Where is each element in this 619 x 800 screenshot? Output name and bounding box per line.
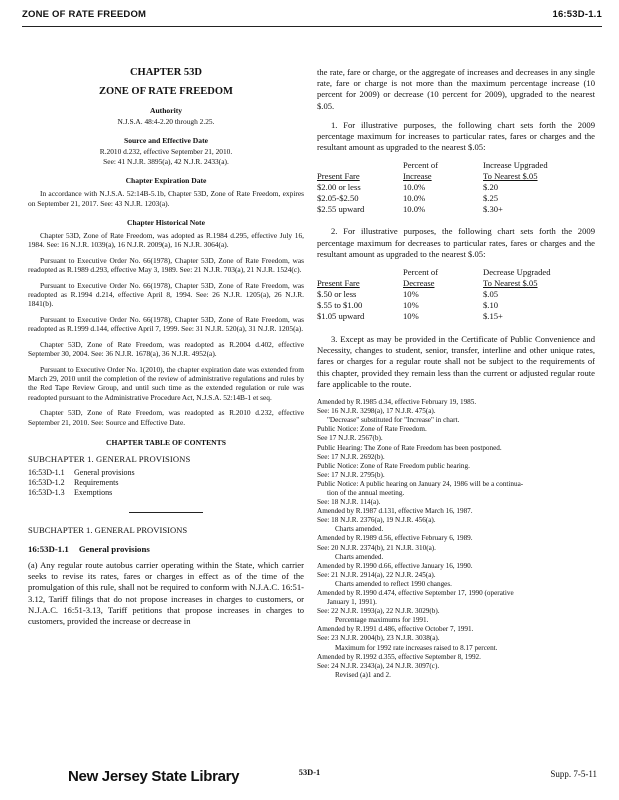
- history-line: Charts amended.: [335, 552, 384, 561]
- history-line: Percentage maximums for 1991.: [335, 616, 429, 625]
- section-divider: [129, 512, 203, 513]
- continuation-paragraph: the rate, fare or charge, or the aggregate of increases and decreases in any single rate, fare or charge is not more than the maximum percentage increase (10 percent for 2009) or decrease (10 percent for 2009), upgraded to the nearest $.05.: [317, 67, 595, 111]
- subchapter-heading: SUBCHAPTER 1. GENERAL PROVISIONS: [28, 524, 188, 535]
- history-line: Amended by R.1990 d.474, effective September 17, 1990 (operative: [317, 589, 514, 598]
- chart-cell: $.30+: [483, 204, 503, 215]
- library-logo: New Jersey State Library: [68, 768, 240, 785]
- history-line: Amended by R.1991 d.486, effective October 7, 1991.: [317, 625, 474, 634]
- history-line: See: 23 N.J.R. 2004(b), 23 N.J.R. 3038(a).: [317, 634, 440, 643]
- increase-chart: [317, 160, 595, 215]
- history-line: See 17 N.J.R. 2567(b).: [317, 434, 383, 443]
- chart-header-cell: [317, 267, 403, 278]
- chart-header-cell: Present Fare: [317, 171, 360, 182]
- chart-row: [317, 311, 595, 322]
- history-line: See: 16 N.J.R. 3298(a), 17 N.J.R. 475(a).: [317, 407, 436, 416]
- chart-header-row: [317, 160, 595, 171]
- history-line: Charts amended to reflect 1990 changes.: [335, 579, 452, 588]
- amendment-history: [317, 398, 595, 680]
- chart-cell: 10.0%: [403, 193, 426, 204]
- history-line: "Decrease" substituted for "Increase" in chart.: [327, 416, 460, 425]
- page-number: 53D-1: [298, 768, 321, 777]
- history-line: Amended by R.1987 d.131, effective March 16, 1987.: [317, 507, 473, 516]
- chart-cell: 10%: [403, 311, 419, 322]
- chart-row: [317, 204, 595, 215]
- paragraph-2: 2. For illustrative purposes, the following chart sets forth the 2009 percentage maximum for decreases to particular rates, fares or charges and the resultant amount as upgraded to the nearest $.05:: [317, 226, 595, 259]
- history-paragraph: Pursuant to Executive Order No. 66(1978), Chapter 53D, Zone of Rate Freedom, was readopted as R.1994 d.214, effective April 8, 1994. See: 26 N.J.R. 1205(a), 26 N.J.R. 1841(b).: [28, 280, 304, 309]
- authority-heading: Authority: [149, 106, 183, 115]
- history-line: Public Notice: A public hearing on January 24, 1986 will be a continua-: [317, 479, 524, 488]
- chart-row: [317, 193, 595, 204]
- toc-item-title: General provisions: [74, 467, 135, 477]
- history-line: Charts amended.: [335, 525, 384, 534]
- chart-cell: $2.00 or less: [317, 182, 361, 193]
- left-column: [28, 64, 304, 627]
- chart-cell: $.15+: [483, 311, 503, 322]
- history-line: See: 21 N.J.R. 2914(a), 22 N.J.R. 245(a).: [317, 570, 436, 579]
- chart-cell: 10.0%: [403, 182, 426, 193]
- toc-subchapter: SUBCHAPTER 1. GENERAL PROVISIONS: [28, 453, 191, 464]
- toc-list: [28, 468, 304, 498]
- source-heading: Source and Effective Date: [123, 136, 208, 146]
- right-column: [317, 67, 595, 680]
- section-number: 16:53D-1.1: [28, 543, 69, 554]
- source-line: See: 41 N.J.R. 3895(a), 42 N.J.R. 2433(a).: [103, 156, 229, 166]
- chart-row: [317, 289, 595, 300]
- chart-cell: $2.55 upward: [317, 204, 365, 215]
- history-line: tion of the annual meeting.: [327, 488, 405, 497]
- history-line: See: 24 N.J.R. 2343(a), 24 N.J.R. 3097(c).: [317, 661, 440, 670]
- running-head-title: ZONE OF RATE FREEDOM: [22, 9, 147, 20]
- history-line: January 1, 1991).: [327, 598, 377, 607]
- chart-header-cell: To Nearest $.05: [483, 171, 538, 182]
- history-line: Public Hearing: The Zone of Rate Freedom has been postponed.: [317, 443, 502, 452]
- chart-cell: $.55 to $1.00: [317, 300, 363, 311]
- history-paragraph: Pursuant to Executive Order No. 1(2010), the chapter expiration date was extended from March 29, 2010 until the completion of the review of administrative regulations and rules by the Red Tape Review Group, and until such time as the extended regulation or rule was readopted pursuant to the Administrative Procedure Act, N.J.S.A. 52:14B-1 et seq.: [28, 364, 304, 402]
- chart-cell: 10%: [403, 300, 419, 311]
- chart-cell: $1.05 upward: [317, 311, 365, 322]
- toc-item-number: 16:53D-1.1: [28, 467, 65, 477]
- history-paragraph: Chapter 53D, Zone of Rate Freedom, was adopted as R.1984 d.295, effective July 16, 1984. See: 16 N.J.R. 1039(a), 16 N.J.R. 2009(a), 16 N.J.R. 3064(a).: [28, 231, 304, 250]
- toc-heading: CHAPTER TABLE OF CONTENTS: [106, 437, 226, 447]
- history-heading: Chapter Historical Note: [127, 218, 205, 228]
- history-line: See: 18 N.J.R. 2376(a), 19 N.J.R. 456(a).: [317, 516, 436, 525]
- authority-text: N.J.S.A. 48:4-2.20 through 2.25.: [117, 117, 215, 126]
- history-line: Amended by R.1989 d.56, effective February 6, 1989.: [317, 534, 473, 543]
- chart-row: [317, 182, 595, 193]
- chapter-number: CHAPTER 53D: [129, 67, 203, 78]
- history-line: See: 18 N.J.R. 114(a).: [317, 498, 381, 507]
- section-title: General provisions: [78, 543, 150, 554]
- chart-header-cell: [317, 160, 403, 171]
- chart-row: [317, 300, 595, 311]
- toc-item: [28, 488, 304, 498]
- decrease-chart: [317, 267, 595, 322]
- header-rule: [22, 26, 602, 27]
- history-line: See: 17 N.J.R. 2795(b).: [317, 470, 385, 479]
- history-line: Public Notice: Zone of Rate Freedom.: [317, 425, 427, 434]
- history-paragraph: Chapter 53D, Zone of Rate Freedom, was readopted as R.2004 d.402, effective September 30, 2004. See: 36 N.J.R. 1678(a), 36 N.J.R. 4952(a).: [28, 339, 304, 359]
- chart-header-row: [317, 278, 595, 289]
- history-line: Public Notice: Zone of Rate Freedom public hearing.: [317, 461, 470, 470]
- history-paragraph: Pursuant to Executive Order No. 66(1978), Chapter 53D, Zone of Rate Freedom, was readopted as R.1989 d.293, effective May 3, 1989. See: 21 N.J.R. 703(a), 21 N.J.R. 1524(c).: [28, 255, 304, 275]
- history-paragraph: Chapter 53D, Zone of Rate Freedom, was readopted as R.2010 d.232, effective September 21, 2010. See: Source and Effective Date.: [28, 408, 304, 427]
- chart-header-cell: Present Fare: [317, 278, 360, 289]
- toc-item-title: Exemptions: [74, 487, 113, 497]
- chart-header-cell: To Nearest $.05: [483, 278, 538, 289]
- history-line: See: 22 N.J.R. 1993(a), 22 N.J.R. 3029(b).: [317, 607, 440, 616]
- chart-header-cell: Decrease: [403, 278, 435, 289]
- history-line: See: 20 N.J.R. 2374(b), 21 N.J.R. 310(a).: [317, 543, 436, 552]
- chart-header-row: [317, 267, 595, 278]
- chart-header-cell: Percent of: [403, 267, 439, 278]
- toc-item-number: 16:53D-1.2: [28, 477, 65, 487]
- history-line: Amended by R.1985 d.34, effective February 19, 1985.: [317, 398, 477, 407]
- toc-item: [28, 468, 304, 478]
- chart-cell: $2.05-$2.50: [317, 193, 359, 204]
- chart-cell: $.25: [483, 193, 499, 204]
- toc-item-number: 16:53D-1.3: [28, 487, 65, 497]
- expiration-text: In accordance with N.J.S.A. 52:14B-5.1b, Chapter 53D, Zone of Rate Freedom, expires on September 21, 2017. See: 43 N.J.R. 1203(a).: [28, 189, 304, 208]
- running-head: [22, 9, 602, 23]
- history-line: Amended by R.1990 d.66, effective January 16, 1990.: [317, 561, 473, 570]
- chart-header-row: [317, 171, 595, 182]
- chart-cell: $.10: [483, 300, 499, 311]
- history-line: Maximum for 1992 rate increases raised to 8.17 percent.: [335, 643, 498, 652]
- history-paragraph: Pursuant to Executive Order No. 66(1978), Chapter 53D, Zone of Rate Freedom, was readopted as R.1999 d.144, effective April 7, 1999. See: 31 N.J.R. 520(a), 31 N.J.R. 1205(a).: [28, 314, 304, 334]
- history-line: See: 17 N.J.R. 2692(b).: [317, 452, 385, 461]
- running-head-section: 16:53D-1.1: [552, 9, 602, 20]
- chart-cell: 10.0%: [403, 204, 426, 215]
- chart-header-cell: Percent of: [403, 160, 439, 171]
- paragraph-1: 1. For illustrative purposes, the following chart sets forth the 2009 percentage maximum for increases to particular rates, fares or charges and the resultant amount as upgraded to the nearest $.05:: [317, 119, 595, 153]
- chart-cell: $.50 or less: [317, 289, 357, 300]
- history-line: Revised (a)1 and 2.: [335, 670, 391, 679]
- chart-cell: $.05: [483, 289, 499, 300]
- chart-cell: 10%: [403, 289, 419, 300]
- section-heading: [28, 544, 304, 554]
- chart-cell: $.20: [483, 182, 499, 193]
- chart-header-cell: Increase Upgraded: [483, 160, 548, 171]
- source-line: R.2010 d.232, effective September 21, 2010.: [99, 147, 233, 157]
- chapter-title: ZONE OF RATE FREEDOM: [99, 86, 233, 97]
- expiration-heading: Chapter Expiration Date: [125, 176, 207, 186]
- section-paragraph-a: (a) Any regular route autobus carrier operating within the State, which carrier seeks to revise its rates, fares or charges in effect as of the time of the promulgation of this rule, shall not be required to conform with N.J.A.C. 16:51-3.12, Tariff filings that do not propose increases in charges to customers, or N.J.A.C. 16:51-3.13, Tariff petitions that propose increases in charges to customers, provided the increase or decrease in: [28, 559, 304, 626]
- paragraph-3: 3. Except as may be provided in the Certificate of Public Convenience and Necessity, changes to student, senior, transfer, interline and other unique rates, fares or charges for a regular route shall not be subject to the requirements of this chapter, provided they remain less than the current or adjusted regular route fare applicable to the route.: [317, 334, 595, 389]
- history-line: Amended by R.1992 d.355, effective September 8, 1992.: [317, 652, 481, 661]
- chart-header-cell: Decrease Upgraded: [483, 267, 551, 278]
- toc-item: [28, 478, 304, 488]
- supplement-date: Supp. 7-5-11: [550, 769, 597, 779]
- toc-item-title: Requirements: [74, 477, 119, 487]
- chart-header-cell: Increase: [403, 171, 432, 182]
- page-footer: [0, 766, 619, 796]
